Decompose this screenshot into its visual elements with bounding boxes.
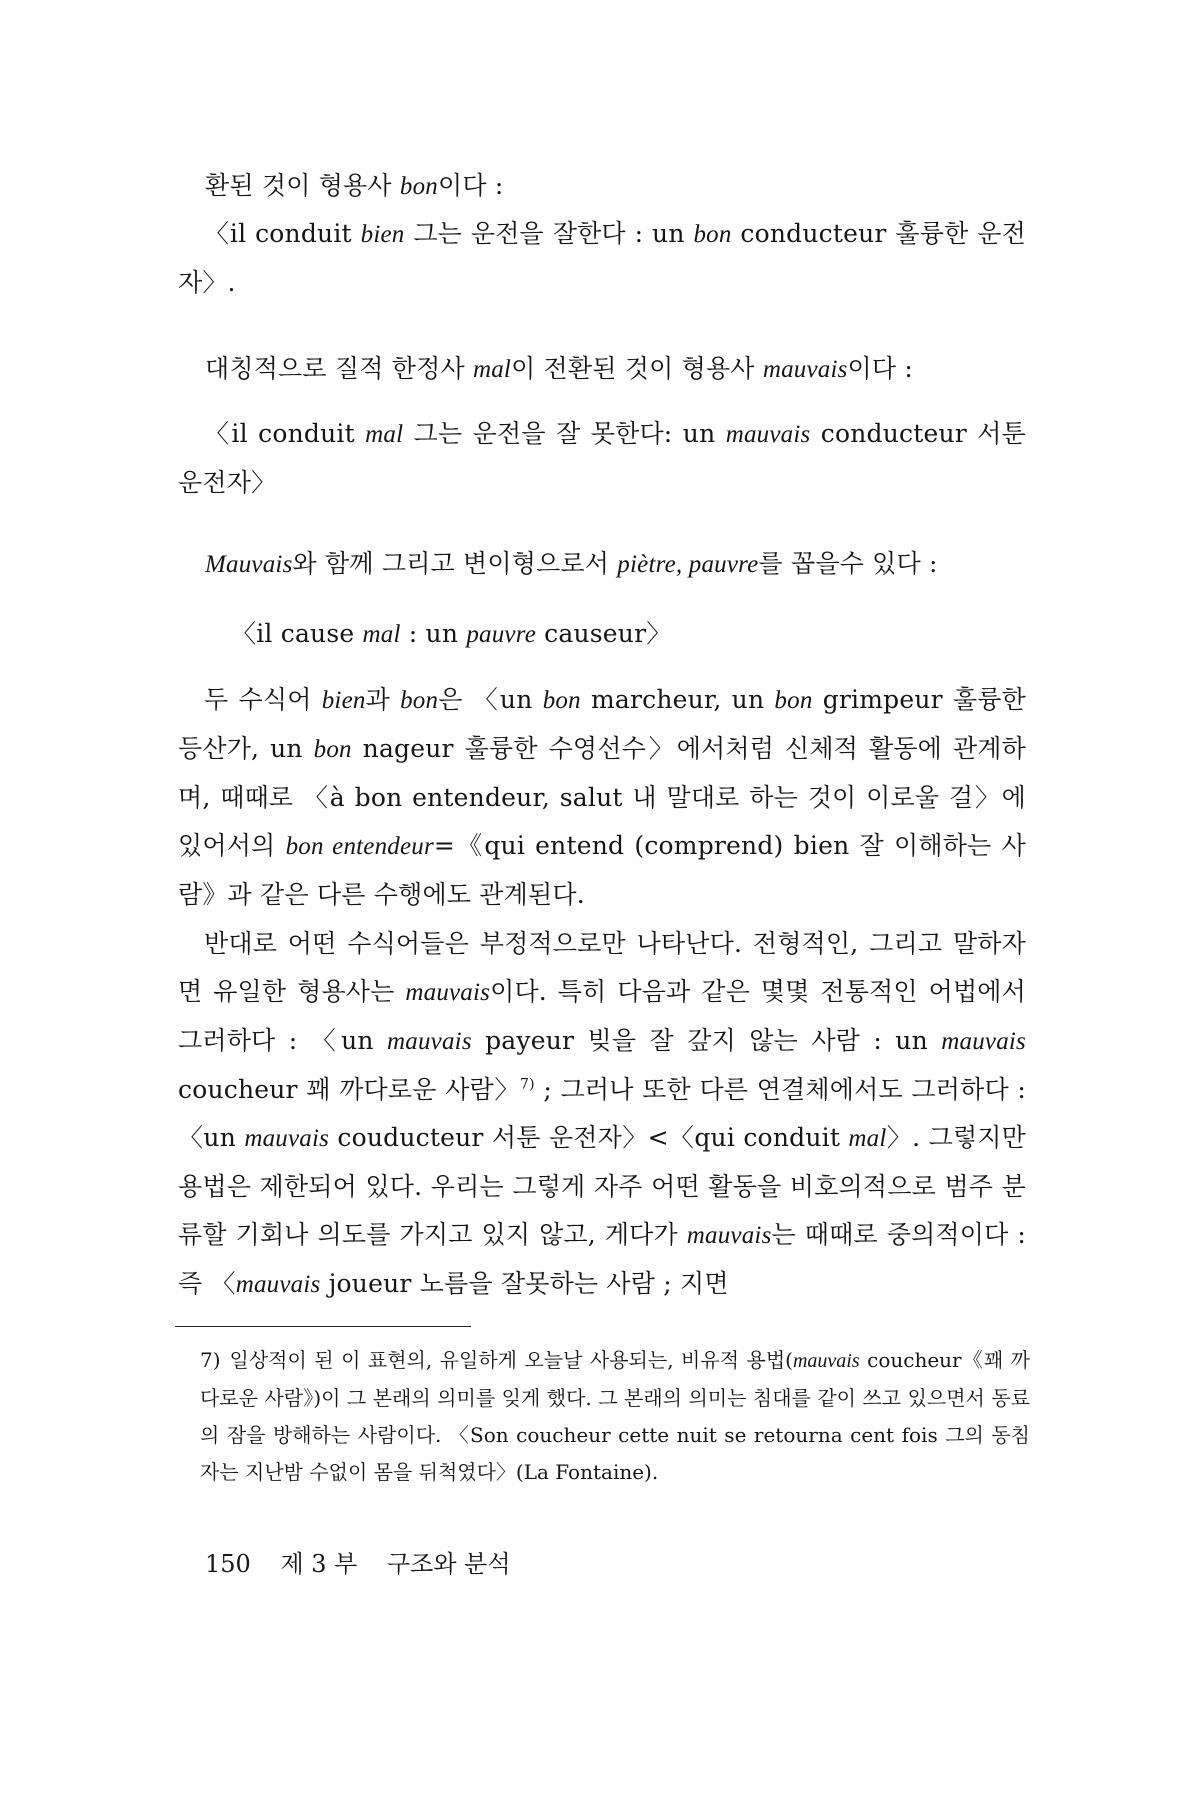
footnote-ref[interactable]: 7) xyxy=(519,1076,535,1093)
italic-term: mauvais xyxy=(725,421,811,448)
text-run: 〈il conduit xyxy=(204,419,366,448)
text-run: : un xyxy=(400,619,467,648)
text-run: 그는 운전을 잘한다 : un xyxy=(404,219,694,248)
text-run: 대칭적으로 질적 한정사 xyxy=(205,354,473,383)
text-run: conducteur 훌륭한 운전자〉. xyxy=(178,219,1026,297)
italic-term: mauvais xyxy=(941,1028,1026,1055)
italic-term: bon xyxy=(313,736,352,763)
italic-term: bien xyxy=(360,221,405,248)
text-run: 반대로 어떤 수식어들은 부정적으로만 나타난다. 전형적인, 그리고 말하자면 유일한 형용사는 xyxy=(178,929,1026,1006)
italic-term: bon xyxy=(693,221,732,248)
italic-term: mauvais xyxy=(792,1350,860,1372)
example-cause xyxy=(205,610,1025,659)
text-run: 이 전환된 것이 형용사 xyxy=(511,354,763,383)
text-run: 이다 : xyxy=(438,171,504,200)
text-run: couducteur 서툰 운전자〉<〈qui conduit xyxy=(329,1123,849,1152)
italic-term: pauvre xyxy=(466,621,537,648)
text-run: nageur 훌륭한 수영선수〉에서처럼 신체적 활동에 관계하며, 때때로 〈à bon entendeur, salut 내 말대로 하는 것이 이로울 걸〉에 있어서의 xyxy=(178,734,1026,860)
text-run: causeur〉 xyxy=(536,619,672,648)
footnote-number: 7) xyxy=(200,1348,221,1372)
paragraph-bien-bon xyxy=(178,676,1026,919)
page-number: 150 xyxy=(205,1550,251,1578)
italic-term: bon entendeur xyxy=(285,833,434,860)
text-run: 〈il conduit xyxy=(204,219,361,248)
text-run: 이다 : xyxy=(847,354,914,383)
text-run: coucheur《꽤 까다로운 사람》)이 그 본래의 의미를 잊게 했다. 그 본래의 의미는 침대를 같이 쓰고 있으면서 동료의 잠을 방해하는 사람이다. 〈Son coucheur cette nuit se retourna cent fois 그의 동침자는 지난밤 수없이 몸을 뒤척였다〉(La Fontaine). xyxy=(200,1348,1030,1484)
italic-term: piètre, pauvre xyxy=(617,551,759,578)
italic-term: mauvais xyxy=(244,1125,330,1152)
text-run: =《qui entend (comprend) bien 잘 이해하는 사람》과 같은 다른 수행에도 관계된다. xyxy=(178,831,1026,909)
italic-term: mal xyxy=(365,421,404,448)
text-run: joueur 노름을 잘못하는 사람 ; 지면 xyxy=(320,1269,729,1298)
text-run: ; 그러나 또한 다른 연결체에서도 그러하다 : 〈un xyxy=(178,1075,1027,1152)
text-run: 〈il cause xyxy=(231,619,363,648)
italic-term: bien xyxy=(321,687,366,714)
italic-term: mauvais xyxy=(405,979,491,1006)
text-run: 일상적이 된 이 표현의, 유일하게 오늘날 사용되는, 비유적 용법( xyxy=(229,1348,793,1372)
intro-line xyxy=(205,162,1025,211)
text-run: conducteur 서툰 운전자〉 xyxy=(178,419,1026,497)
paragraph-mauvais xyxy=(205,540,1025,589)
page-footer xyxy=(205,1548,533,1580)
italic-term: mal xyxy=(362,621,401,648)
text-run: grimpeur 훌륭한 등산가, un xyxy=(178,685,1027,763)
text-run: 과 xyxy=(365,685,401,714)
paragraph-negative xyxy=(178,920,1026,1309)
paragraph-mal xyxy=(205,345,1025,394)
text-run: 는 때때로 중의적이다 : 즉 〈 xyxy=(178,1220,1026,1298)
example-mal xyxy=(178,410,1026,507)
italic-term: bon xyxy=(400,687,439,714)
footnote-body xyxy=(200,1348,1030,1484)
part-label: 제 3 부 xyxy=(280,1550,358,1578)
text-run: payeur 빚을 잘 갚지 않는 사람 : un xyxy=(471,1026,942,1055)
part-title: 구조와 분석 xyxy=(387,1550,511,1578)
text-run: 환된 것이 형용사 xyxy=(205,171,400,200)
footnote-7 xyxy=(200,1342,1030,1491)
text-run: 은 〈un xyxy=(438,685,543,714)
italic-term: mauvais xyxy=(235,1271,321,1298)
text-run: 와 함께 그리고 변이형으로서 xyxy=(292,549,618,578)
italic-term: bon xyxy=(399,173,439,200)
italic-term: mauvais xyxy=(387,1028,472,1055)
text-run: 그는 운전을 잘 못한다: un xyxy=(403,419,726,448)
text-run: marcheur, un xyxy=(580,685,775,714)
example-bien xyxy=(178,210,1026,307)
italic-term: mauvais xyxy=(762,356,848,383)
italic-term: mal xyxy=(472,356,512,383)
italic-term: bon xyxy=(774,687,813,714)
text-run: 를 꼽을수 있다 : xyxy=(758,549,938,578)
text-run: 〉. 그렇지만 용법은 제한되어 있다. 우리는 그렇게 자주 어떤 활동을 비호의적으로 범주 분류할 기회나 의도를 가지고 있지 않고, 게다가 xyxy=(178,1123,1026,1249)
italic-term: mauvais xyxy=(686,1222,772,1249)
italic-term: mal xyxy=(848,1125,887,1152)
text-run: 이다. 특히 다음과 같은 몇몇 전통적인 어법에서 그러하다 : 〈un xyxy=(178,977,1026,1055)
text-run: coucheur 꽤 까다로운 사람〉 xyxy=(178,1075,520,1104)
text-run: 두 수식어 xyxy=(204,685,322,714)
italic-term: bon xyxy=(542,687,581,714)
footnote-divider xyxy=(175,1326,471,1327)
italic-term: Mauvais xyxy=(205,551,293,578)
